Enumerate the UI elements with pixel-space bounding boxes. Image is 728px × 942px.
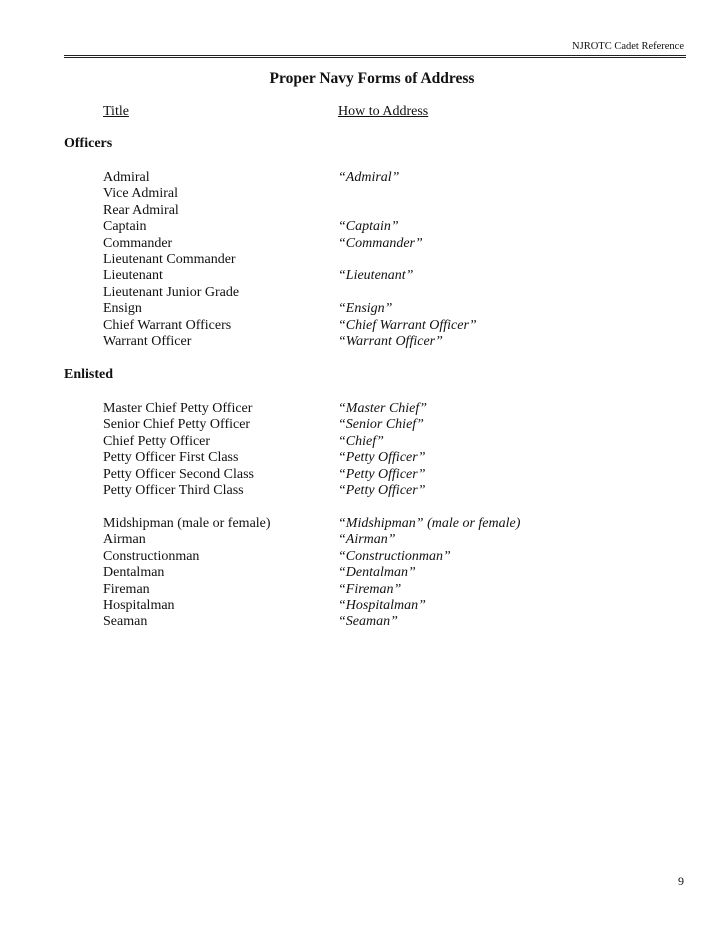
rank-title: Ensign <box>103 301 142 317</box>
rank-title: Petty Officer Third Class <box>103 482 244 498</box>
form-of-address: “Admiral” <box>338 170 400 185</box>
rank-title: Petty Officer First Class <box>103 450 239 466</box>
list-item <box>103 450 583 466</box>
list-item <box>103 236 583 252</box>
form-of-address: “Commander” <box>338 235 423 251</box>
rank-title: Rear Admiral <box>103 202 179 218</box>
rank-title: Warrant Officer <box>103 333 192 349</box>
rank-title: Lieutenant <box>103 268 163 284</box>
list-item <box>103 219 583 235</box>
rank-title: Vice Admiral <box>103 186 178 202</box>
rank-title: Lieutenant Commander <box>103 251 236 267</box>
rank-title: Admiral <box>103 170 150 185</box>
form-of-address: “Seaman” <box>338 614 398 630</box>
rank-title: Master Chief Petty Officer <box>103 401 253 416</box>
form-of-address: “Chief” <box>338 433 384 449</box>
form-of-address: “Petty Officer” <box>338 482 426 498</box>
list-item <box>103 186 583 202</box>
list-item <box>103 532 583 548</box>
form-of-address: “Petty Officer” <box>338 450 426 466</box>
rank-title: Seaman <box>103 614 148 630</box>
column-header-title: Title <box>103 104 129 119</box>
list-item <box>103 598 583 614</box>
form-of-address: “Airman” <box>338 532 396 548</box>
list-item <box>103 301 583 317</box>
column-header-how-to-address: How to Address <box>338 104 429 119</box>
page-title: Proper Navy Forms of Address <box>269 70 475 87</box>
form-of-address: “Ensign” <box>338 301 393 317</box>
rank-title: Hospitalman <box>103 597 175 613</box>
header-rule <box>64 55 686 58</box>
form-of-address: “Master Chief” <box>338 401 428 416</box>
form-of-address: “Lieutenant” <box>338 268 414 284</box>
form-of-address: “Petty Officer” <box>338 466 426 482</box>
enlisted-list <box>103 401 583 499</box>
officers-list <box>103 170 583 350</box>
list-item <box>103 203 583 219</box>
list-item <box>103 467 583 483</box>
list-item <box>103 483 583 499</box>
list-item <box>103 516 583 532</box>
list-item <box>103 434 583 450</box>
enlisted-other-list <box>103 516 583 631</box>
rank-title: Constructionman <box>103 548 200 564</box>
list-item <box>103 582 583 598</box>
list-item <box>103 614 583 630</box>
list-item <box>103 565 583 581</box>
rank-title: Captain <box>103 219 147 235</box>
list-item <box>103 417 583 433</box>
column-headers <box>103 104 429 120</box>
list-item <box>103 334 583 350</box>
rank-title: Fireman <box>103 581 150 597</box>
form-of-address: “Warrant Officer” <box>338 333 443 349</box>
page-number: 9 <box>678 874 684 888</box>
form-of-address: “Chief Warrant Officer” <box>338 317 477 333</box>
form-of-address: “Midshipman” (male or female) <box>338 516 521 531</box>
rank-title: Lieutenant Junior Grade <box>103 284 240 300</box>
officers-heading: Officers <box>64 136 113 151</box>
rank-title: Airman <box>103 532 146 548</box>
form-of-address: “Senior Chief” <box>338 417 424 433</box>
rank-title: Chief Warrant Officers <box>103 317 232 333</box>
list-item <box>103 268 583 284</box>
list-item <box>103 285 583 301</box>
rank-title: Dentalman <box>103 565 165 581</box>
rank-title: Petty Officer Second Class <box>103 466 254 482</box>
form-of-address: “Constructionman” <box>338 548 451 564</box>
form-of-address: “Dentalman” <box>338 565 416 581</box>
form-of-address: “Fireman” <box>338 581 402 597</box>
rank-title: Senior Chief Petty Officer <box>103 417 251 433</box>
rank-title: Chief Petty Officer <box>103 433 211 449</box>
list-item <box>103 318 583 334</box>
form-of-address: “Hospitalman” <box>338 597 426 613</box>
header-reference: NJROTC Cadet Reference <box>572 41 684 52</box>
rank-title: Commander <box>103 235 173 251</box>
rank-title: Midshipman (male or female) <box>103 516 271 531</box>
enlisted-heading: Enlisted <box>64 367 114 382</box>
form-of-address: “Captain” <box>338 219 399 235</box>
list-item <box>103 401 583 417</box>
list-item <box>103 170 583 186</box>
list-item <box>103 549 583 565</box>
list-item <box>103 252 583 268</box>
